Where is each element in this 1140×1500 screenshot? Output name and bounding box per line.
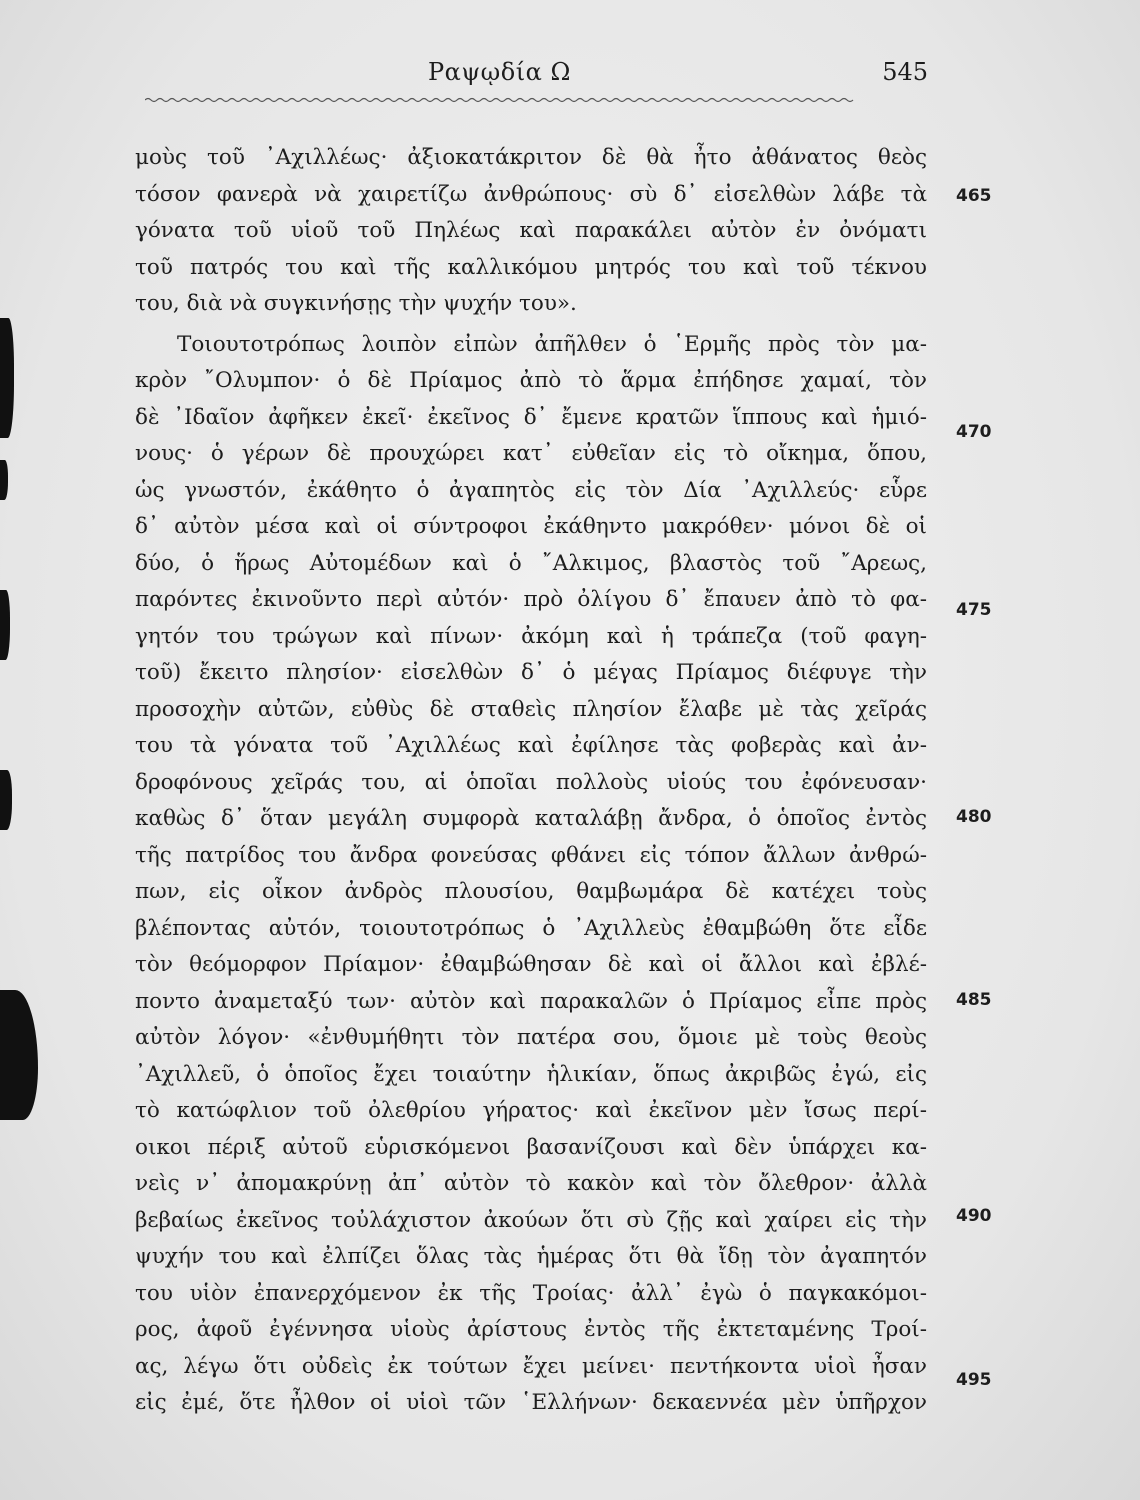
text-line: του τὰ γόνατα τοῦ ᾿Αχιλλέως καὶ ἐφίλησε τὰς φοβερὰς καὶ ἀν- xyxy=(135,733,927,758)
text-line: τοῦ πατρός του καὶ τῆς καλλικόμου μητρός του καὶ τοῦ τέκνου xyxy=(135,254,927,280)
text-line: δροφόνους χεῖράς του, αἱ ὁποῖαι πολλοὺς υἱούς του ἐφόνευσαν· xyxy=(135,769,927,795)
page-number: 545 xyxy=(882,58,928,86)
text-line: βλέποντας αὐτόν, τοιουτοτρόπως ὁ ᾿Αχιλλεὺς ἐθαμβώθη ὅτε εἶδε xyxy=(135,915,927,941)
text-line: ὡς γνωστόν, ἐκάθητο ὁ ἀγαπητὸς εἰς τὸν Δία ᾿Αχιλλεύς· εὗρε xyxy=(135,477,927,503)
text-line: νεὶς ν᾿ ἀπομακρύνῃ ἀπ᾿ αὐτὸν τὸ κακὸν καὶ τὸν ὄλεθρον· ἀλλὰ xyxy=(135,1171,927,1196)
body-text xyxy=(135,140,927,1422)
page-header xyxy=(138,58,928,98)
text-line: πων, εἰς οἶκον ἀνδρὸς πλουσίου, θαμβωμάρα δὲ κατέχει τοὺς xyxy=(135,879,927,904)
text-line: δὲ ᾿Ιδαῖον ἀφῆκεν ἐκεῖ· ἐκεῖνος δ᾿ ἔμενε κρατῶν ἵππους καὶ ἡμιό- xyxy=(135,404,927,430)
text-line: βεβαίως ἐκεῖνος τοὐλάχιστον ἀκούων ὅτι σὺ ζῇς καὶ χαίρει εἰς τὴν xyxy=(135,1207,927,1233)
text-line: οικοι πέριξ αὐτοῦ εὑρισκόμενοι βασανίζουσι καὶ δὲν ὑπάρχει κα- xyxy=(135,1134,927,1160)
text-line: ᾿Αχιλλεῦ, ὁ ὁποῖος ἔχει τοιαύτην ἡλικίαν, ὅπως ἀκριβῶς ἐγώ, εἰς xyxy=(135,1061,927,1087)
verse-number: 495 xyxy=(956,1370,992,1390)
text-line: ποντο ἀναμεταξύ των· αὐτὸν καὶ παρακαλῶν ὁ Πρίαμος εἶπε πρὸς xyxy=(135,988,927,1014)
text-line: προσοχὴν αὐτῶν, εὐθὺς δὲ σταθεὶς πλησίον ἔλαβε μὲ τὰς χεῖράς xyxy=(135,696,927,722)
text-line: καθὼς δ᾿ ὅταν μεγάλη συμφορὰ καταλάβῃ ἄνδρα, ὁ ὁποῖος ἐντὸς xyxy=(135,806,927,831)
text-line: ψυχήν του καὶ ἐλπίζει ὅλας τὰς ἡμέρας ὅτι θὰ ἴδῃ τὸν ἀγαπητόν xyxy=(135,1244,927,1269)
text-line: δ᾿ αὐτὸν μέσα καὶ οἱ σύντροφοι ἐκάθηντο μακρόθεν· μόνοι δὲ οἱ xyxy=(135,514,927,539)
verse-number: 475 xyxy=(956,600,992,620)
text-line: γόνατα τοῦ υἱοῦ τοῦ Πηλέως καὶ παρακάλει αὐτὸν ἐν ὀνόματι xyxy=(135,218,927,243)
text-line: τὸν θεόμορφον Πρίαμον· ἐθαμβώθησαν δὲ καὶ οἱ ἄλλοι καὶ ἐβλέ- xyxy=(135,952,927,977)
text-line: ρος, ἀφοῦ ἐγέννησα υἱοὺς ἀρίστους ἐντὸς τῆς ἐκτεταμένης Τροί- xyxy=(135,1317,927,1342)
text-line: εἰς ἐμέ, ὅτε ἦλθον οἱ υἱοὶ τῶν ῾Ελλήνων· δεκαεννέα μὲν ὑπῆρχον xyxy=(135,1390,927,1415)
text-line: τὸ κατώφλιον τοῦ ὀλεθρίου γήρατος· καὶ ἐκεῖνον μὲν ἴσως περί- xyxy=(135,1098,927,1123)
verse-number: 485 xyxy=(956,990,992,1010)
verse-number: 470 xyxy=(956,422,992,442)
text-line: κρὸν ῎Ολυμπον· ὁ δὲ Πρίαμος ἀπὸ τὸ ἅρμα ἐπήδησε χαμαί, τὸν xyxy=(135,368,927,393)
running-title: Ραψῳδία Ω xyxy=(428,58,571,86)
text-line: νους· ὁ γέρων δὲ προυχώρει κατ᾿ εὐθεῖαν εἰς τὸ οἴκημα, ὅπου, xyxy=(135,441,927,466)
verse-number: 480 xyxy=(956,807,992,827)
text-line: τῆς πατρίδος του ἄνδρα φονεύσας φθάνει εἰς τόπον ἄλλων ἀνθρώ- xyxy=(135,842,927,868)
text-line: του υἱὸν ἐπανερχόμενον ἐκ τῆς Τροίας· ἀλλ᾿ ἐγὼ ὁ παγκακόμοι- xyxy=(135,1280,927,1306)
verse-line-numbers xyxy=(956,0,1016,1500)
text-line: αὐτὸν λόγον· «ἐνθυμήθητι τὸν πατέρα σου, ὅμοιε μὲ τοὺς θεοὺς xyxy=(135,1025,927,1050)
torn-binding-edge xyxy=(0,290,40,1190)
text-line: γητόν του τρώγων καὶ πίνων· ἀκόμη καὶ ἡ τράπεζα (τοῦ φαγη- xyxy=(135,623,927,649)
text-line: Τοιουτοτρόπως λοιπὸν εἰπὼν ἀπῆλθεν ὁ ῾Ερμῆς πρὸς τὸν μα- xyxy=(177,331,927,357)
text-line: τόσον φανερὰ νὰ χαιρετίζω ἀνθρώπους· σὺ δ᾿ εἰσελθὼν λάβε τὰ xyxy=(135,181,927,207)
text-line: δύο, ὁ ἥρως Αὐτομέδων καὶ ὁ ῎Αλκιμος, βλαστὸς τοῦ ῎Αρεως, xyxy=(135,550,927,576)
text-line: του, διὰ νὰ συγκινήσῃς τὴν ψυχήν του». xyxy=(135,291,577,316)
header-rule xyxy=(145,96,855,104)
text-line: παρόντες ἐκινοῦντο περὶ αὐτόν· πρὸ ὀλίγου δ᾿ ἔπαυεν ἀπὸ τὸ φα- xyxy=(135,587,927,612)
text-line: ας, λέγω ὅτι οὐδεὶς ἐκ τούτων ἔχει μείνει· πεντήκοντα υἱοὶ ἦσαν xyxy=(135,1353,927,1379)
text-line: μοὺς τοῦ ᾿Αχιλλέως· ἀξιοκατάκριτον δὲ θὰ ἦτο ἀθάνατος θεὸς xyxy=(135,145,927,170)
verse-number: 490 xyxy=(956,1206,992,1226)
text-line: τοῦ) ἔκειτο πλησίον· εἰσελθὼν δ᾿ ὁ μέγας Πρίαμος διέφυγε τὴν xyxy=(135,660,927,685)
verse-number: 465 xyxy=(956,186,992,206)
